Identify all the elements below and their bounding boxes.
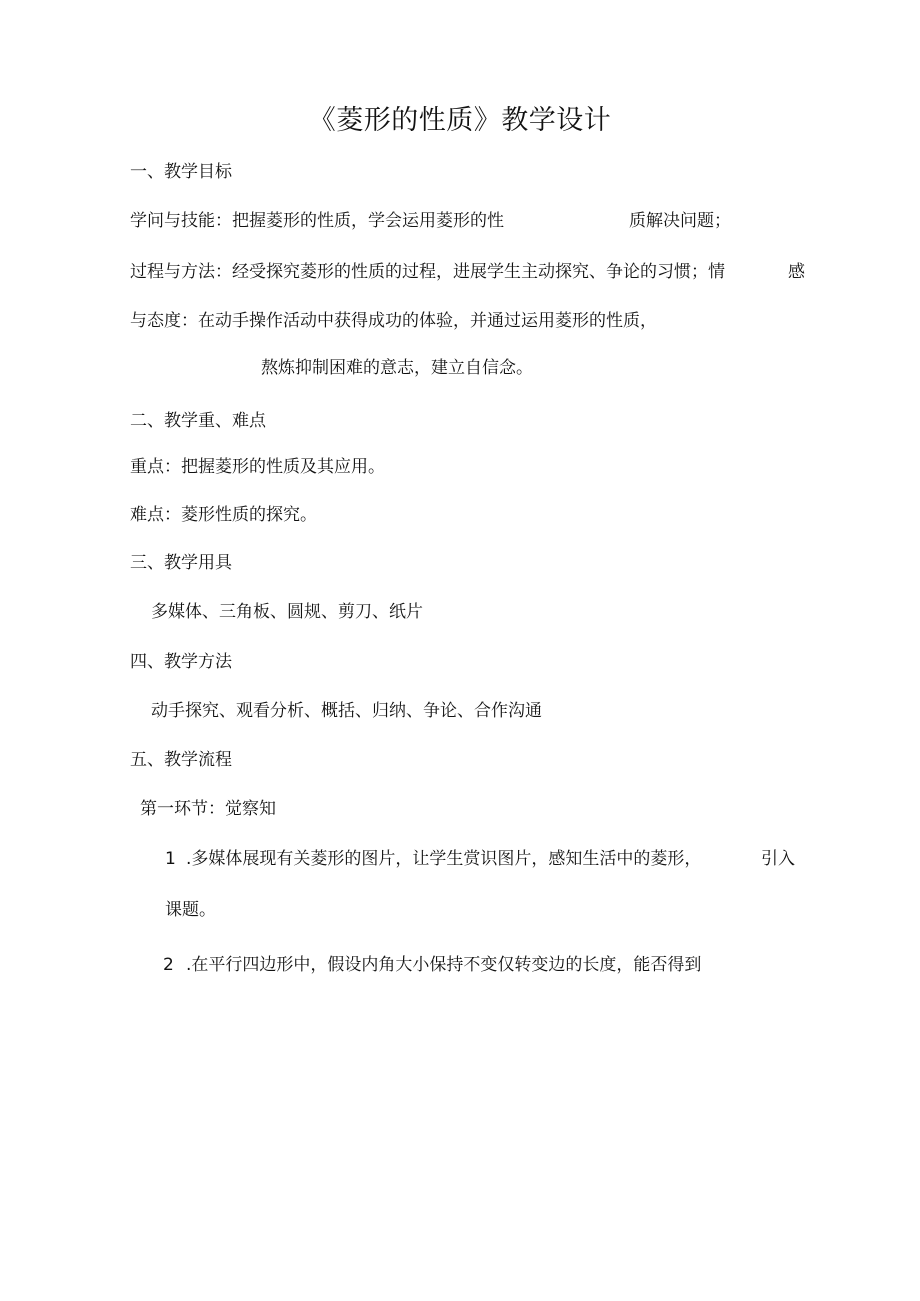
tools-text: 多媒体、三角板、圆规、剪刀、纸片 [151, 602, 423, 622]
knowledge-skills-text: 学问与技能：把握菱形的性质，学会运用菱形的性 [130, 211, 504, 231]
list-item-number: 1 [165, 849, 176, 869]
methods-text: 动手探究、观看分析、概括、归纳、争论、合作沟通 [151, 701, 542, 721]
section-heading-methods: 四、教学方法 [130, 652, 232, 672]
key-point-text: 重点：把握菱形的性质及其应用。 [130, 457, 385, 477]
section-heading-key-points: 二、教学重、难点 [130, 411, 266, 431]
document-title: 《菱形的性质》教学设计 [308, 105, 612, 136]
list-item-text-cont: 课题。 [165, 900, 216, 920]
attitude-text: 与态度：在动手操作活动中获得成功的体验，并通过运用菱形的性质， [130, 311, 657, 331]
section-heading-tools: 三、教学用具 [130, 553, 232, 573]
process-method-text-cont: 感 [788, 262, 805, 282]
list-item-text: .多媒体展现有关菱形的图片，让学生赏识图片，感知生活中的菱形， [186, 849, 702, 869]
stage-one-heading: 第一环节：觉察知 [140, 799, 276, 819]
knowledge-skills-text-cont: 质解决问题； [629, 211, 731, 231]
difficulty-text: 难点：菱形性质的探究。 [130, 505, 317, 525]
process-method-text: 过程与方法：经受探究菱形的性质的过程，进展学生主动探究、争论的习惯；情 [130, 262, 725, 282]
attitude-text-cont: 熬炼抑制困难的意志，建立自信念。 [261, 358, 533, 378]
section-heading-objectives: 一、教学目标 [130, 162, 232, 182]
list-item-text-tail: 引入 [761, 849, 795, 869]
list-item-text: .在平行四边形中，假设内角大小保持不变仅转变边的长度，能否得到 [186, 955, 702, 975]
list-item-number: 2 [163, 955, 174, 975]
section-heading-process: 五、教学流程 [130, 750, 232, 770]
